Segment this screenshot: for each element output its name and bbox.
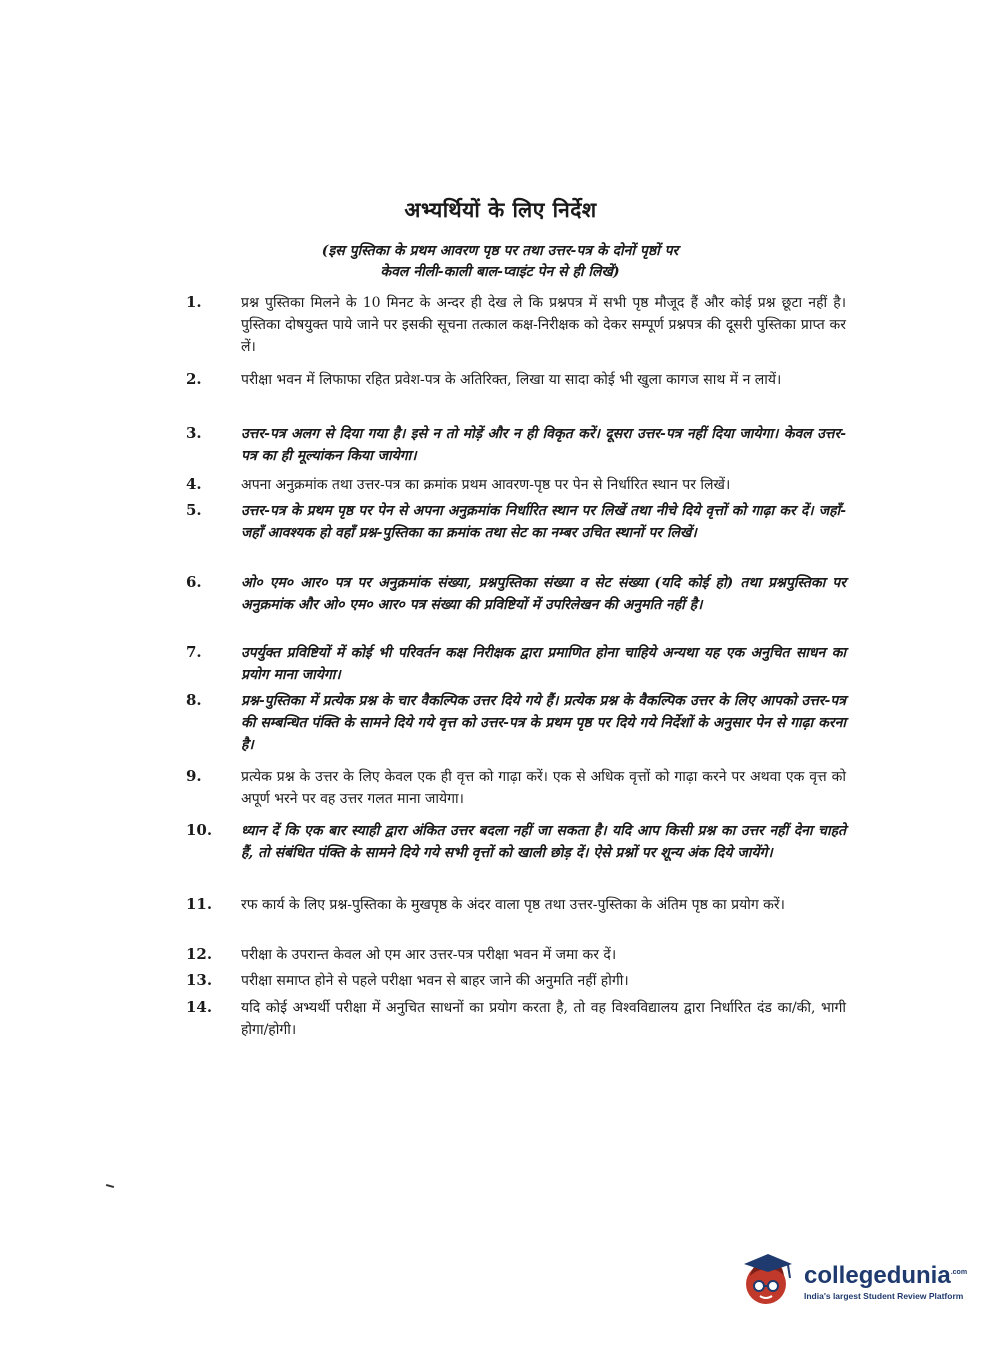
instruction-text: ओ० एम० आर० पत्र पर अनुक्रमांक संख्या, प्रश्नपुस्तिका संख्या व सेट संख्या (यदि कोई हो) तथा प्रश्नपुस्तिका पर अनुक्रमांक और ओ० एम० आर० पत्र संख्या की प्रविष्टियों में उपरिलेखन की अनुमति नहीं है।: [241, 575, 846, 613]
instruction-number: 14.: [186, 998, 213, 1016]
instruction-text: प्रत्येक प्रश्न के उत्तर के लिए केवल एक ही वृत्त को गाढ़ा करें। एक से अधिक वृत्तों को गाढ़ा करने पर अथवा एक वृत्त को अपूर्ण भरने पर वह उत्तर गलत माना जायेगा।: [241, 769, 846, 807]
instruction-item: [186, 292, 846, 358]
logo-text: [804, 1260, 967, 1301]
subtitle-line-1: (इस पुस्तिका के प्रथम आवरण पृष्ठ पर तथा उत्तर-पत्र के दोनों पृष्ठों पर: [321, 243, 679, 259]
instruction-number: 2.: [186, 370, 202, 388]
instruction-item: [186, 369, 846, 391]
instruction-item: [186, 500, 846, 544]
page-title: अभ्यर्थियों के लिए निर्देश: [404, 197, 597, 222]
instruction-text: प्रश्न पुस्तिका मिलने के 10 मिनट के अन्दर ही देख ले कि प्रश्नपत्र में सभी पृष्ठ मौजूद हैं और कोई प्रश्न छूटा नहीं है। पुस्तिका दोषयुक्त पाये जाने पर इसकी सूचना तत्काल कक्ष-निरीक्षक को देकर सम्पूर्ण प्रश्नपत्र की दूसरी पुस्तिका प्राप्त कर लें।: [241, 295, 846, 355]
instruction-text: परीक्षा के उपरान्त केवल ओ एम आर उत्तर-पत्र परीक्षा भवन में जमा कर दें।: [241, 947, 617, 963]
instruction-number: 5.: [186, 501, 202, 519]
instruction-text: परीक्षा भवन में लिफाफा रहित प्रवेश-पत्र के अतिरिक्त, लिखा या सादा कोई भी खुला कागज साथ में न लायें।: [241, 372, 782, 388]
instruction-number: 6.: [186, 573, 202, 591]
instruction-number: 7.: [186, 643, 202, 661]
instruction-text: रफ कार्य के लिए प्रश्न-पुस्तिका के मुखपृष्ठ के अंदर वाला पृष्ठ तथा उत्तर-पुस्तिका के अंतिम पृष्ठ का प्रयोग करें।: [241, 897, 785, 913]
instruction-number: 3.: [186, 424, 202, 442]
instruction-number: 11.: [186, 895, 213, 913]
instruction-item: [186, 997, 846, 1041]
instruction-text: अपना अनुक्रमांक तथा उत्तर-पत्र का क्रमांक प्रथम आवरण-पृष्ठ पर पेन से निर्धारित स्थान पर लिखें।: [241, 477, 731, 493]
instruction-number: 13.: [186, 971, 213, 989]
collegedunia-mascot-icon: [738, 1250, 798, 1310]
instruction-number: 9.: [186, 767, 202, 785]
instruction-number: 12.: [186, 945, 213, 963]
instruction-number: 10.: [186, 821, 213, 839]
instruction-text: ध्यान दें कि एक बार स्याही द्वारा अंकित उत्तर बदला नहीं जा सकता है। यदि आप किसी प्रश्न का उत्तर नहीं देना चाहते हैं, तो संबंधित पंक्ति के सामने दिये गये सभी वृत्तों को खाली छोड़ दें। ऐसे प्रश्नों पर शून्य अंक दिये जायेंगे।: [241, 823, 846, 861]
instruction-number: 1.: [186, 293, 202, 311]
instruction-text: उत्तर-पत्र के प्रथम पृष्ठ पर पेन से अपना अनुक्रमांक निर्धारित स्थान पर लिखें तथा नीचे दिये वृत्तों को गाढ़ा कर दें। जहाँ-जहाँ आवश्यक हो वहाँ प्रश्न-पुस्तिका का क्रमांक तथा सेट का नम्बर उचित स्थानों पर लिखें।: [241, 503, 846, 541]
instruction-item: [186, 820, 846, 864]
instruction-text: उत्तर-पत्र अलग से दिया गया है। इसे न तो मोड़ें और न ही विकृत करें। दूसरा उत्तर-पत्र नहीं दिया जायेगा। केवल उत्तर-पत्र का ही मूल्यांकन किया जायेगा।: [241, 426, 846, 464]
instruction-item: [186, 690, 846, 756]
instruction-text: परीक्षा समाप्त होने से पहले परीक्षा भवन से बाहर जाने की अनुमति नहीं होगी।: [241, 973, 629, 989]
subtitle-line-2: केवल नीली-काली बाल-प्वाइंट पेन से ही लिखें): [380, 264, 620, 280]
instruction-item: [186, 970, 846, 992]
instruction-text: प्रश्न-पुस्तिका में प्रत्येक प्रश्न के चार वैकल्पिक उत्तर दिये गये हैं। प्रत्येक प्रश्न के वैकल्पिक उत्तर के लिए आपको उत्तर-पत्र की सम्बन्धित पंक्ति के सामने दिये गये वृत्त को उत्तर-पत्र के प्रथम पृष्ठ पर दिये गये निर्देशों के अनुसार पेन से गाढ़ा करना है।: [241, 693, 846, 753]
collegedunia-watermark: [738, 1250, 978, 1310]
instruction-item: [186, 766, 846, 810]
instruction-item: [186, 642, 846, 686]
instruction-item: [186, 944, 846, 966]
instruction-text: यदि कोई अभ्यर्थी परीक्षा में अनुचित साधनों का प्रयोग करता है, तो वह विश्वविद्यालय द्वारा निर्धारित दंड का/की, भागी होगा/होगी।: [241, 1000, 846, 1038]
brand-name: [804, 1260, 967, 1289]
instruction-item: [186, 572, 846, 616]
instruction-number: 8.: [186, 691, 202, 709]
instruction-number: 4.: [186, 475, 202, 493]
instruction-item: [186, 423, 846, 467]
brand-label: collegedunia: [804, 1261, 951, 1289]
instruction-item: [186, 894, 846, 916]
brand-suffix: .com: [950, 1268, 968, 1276]
instruction-text: उपर्युक्त प्रविष्टियों में कोई भी परिवर्तन कक्ष निरीक्षक द्वारा प्रमाणित होना चाहिये अन्यथा यह एक अनुचित साधन का प्रयोग माना जायेगा।: [241, 645, 846, 683]
stray-mark: [106, 1184, 114, 1188]
instruction-item: [186, 474, 846, 496]
page-subtitle: [240, 241, 760, 283]
brand-tagline: India's largest Student Review Platform: [804, 1290, 964, 1301]
